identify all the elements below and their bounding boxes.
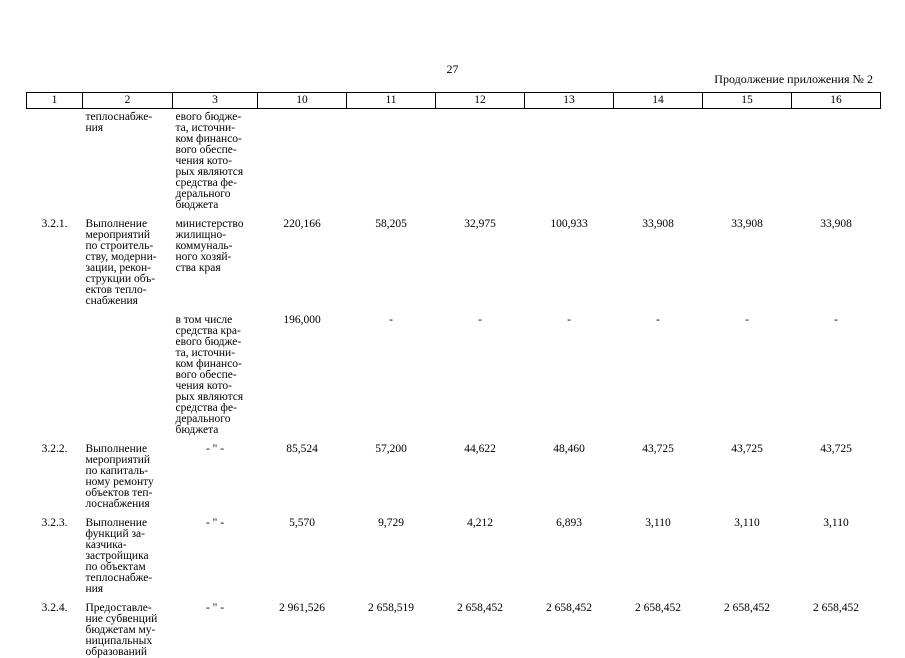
row-value-cell: 33,908 (614, 211, 703, 307)
page-number: 27 (0, 62, 905, 77)
column-header: 3 (173, 93, 258, 109)
row-value-cell: 2 658,452 (792, 595, 881, 658)
row-value-cell (525, 109, 614, 212)
row-value-cell: 33,908 (792, 211, 881, 307)
row-value-cell: 6,893 (525, 510, 614, 595)
row-code-cell: 3.2.4. (27, 595, 83, 658)
column-header: 2 (83, 93, 173, 109)
row-value-cell: - (703, 307, 792, 436)
table-header-row (27, 93, 881, 109)
row-value-cell: - (525, 307, 614, 436)
row-value-cell: 2 658,519 (347, 595, 436, 658)
budget-table (26, 92, 881, 658)
row-value-cell: - (347, 307, 436, 436)
row-value-cell: 2 658,452 (525, 595, 614, 658)
table-row (27, 595, 881, 658)
column-header: 13 (525, 93, 614, 109)
column-header: 1 (27, 93, 83, 109)
row-value-cell: 58,205 (347, 211, 436, 307)
row-value-cell: 57,200 (347, 436, 436, 510)
row-value-cell: - (614, 307, 703, 436)
row-value-cell: 2 658,452 (436, 595, 525, 658)
row-source-cell: - " - (173, 595, 258, 658)
column-header: 14 (614, 93, 703, 109)
column-header: 10 (258, 93, 347, 109)
row-source-cell: - " - (173, 436, 258, 510)
table-row (27, 211, 881, 307)
row-name-cell: Предоставле- ние субвенций бюджетам му- ниципальных образований (83, 595, 173, 658)
row-value-cell: 9,729 (347, 510, 436, 595)
row-value-cell: 85,524 (258, 436, 347, 510)
row-code-cell (27, 307, 83, 436)
table-row (27, 109, 881, 212)
row-value-cell: 3,110 (792, 510, 881, 595)
row-name-cell: Выполнение мероприятий по капиталь- ному ремонту объектов теп- лоснабжения (83, 436, 173, 510)
row-value-cell: 196,000 (258, 307, 347, 436)
row-code-cell: 3.2.1. (27, 211, 83, 307)
row-value-cell: 43,725 (792, 436, 881, 510)
column-header: 12 (436, 93, 525, 109)
row-name-cell: Выполнение функций за- казчика- застройщика по объектам теплоснабже- ния (83, 510, 173, 595)
row-code-cell: 3.2.2. (27, 436, 83, 510)
table-row (27, 510, 881, 595)
column-header: 15 (703, 93, 792, 109)
row-value-cell (703, 109, 792, 212)
row-value-cell: 43,725 (614, 436, 703, 510)
row-value-cell: 48,460 (525, 436, 614, 510)
column-header: 11 (347, 93, 436, 109)
row-value-cell: - (436, 307, 525, 436)
row-value-cell: 5,570 (258, 510, 347, 595)
table-body (27, 109, 881, 658)
table-row (27, 307, 881, 436)
row-source-cell: министерство жилищно- коммуналь- ного хозяй- ства края (173, 211, 258, 307)
row-value-cell (792, 109, 881, 212)
row-value-cell: 3,110 (703, 510, 792, 595)
row-value-cell: 43,725 (703, 436, 792, 510)
row-value-cell: 4,212 (436, 510, 525, 595)
row-code-cell: 3.2.3. (27, 510, 83, 595)
row-value-cell: 2 658,452 (703, 595, 792, 658)
row-value-cell (258, 109, 347, 212)
appendix-continuation-label: Продолжение приложения № 2 (714, 72, 873, 87)
row-value-cell: 32,975 (436, 211, 525, 307)
row-value-cell: 33,908 (703, 211, 792, 307)
row-value-cell (614, 109, 703, 212)
row-value-cell: 3,110 (614, 510, 703, 595)
row-value-cell: 2 658,452 (614, 595, 703, 658)
row-name-cell: теплоснабже- ния (83, 109, 173, 212)
row-value-cell: - (792, 307, 881, 436)
row-source-cell: евого бюдже- та, источни- ком финансо- вого обеспе- чения кото- рых являются средства фе- дерального бюджета (173, 109, 258, 212)
row-name-cell (83, 307, 173, 436)
row-value-cell: 220,166 (258, 211, 347, 307)
table-row (27, 436, 881, 510)
row-source-cell: - " - (173, 510, 258, 595)
row-value-cell: 100,933 (525, 211, 614, 307)
row-value-cell (347, 109, 436, 212)
row-value-cell: 2 961,526 (258, 595, 347, 658)
row-value-cell: 44,622 (436, 436, 525, 510)
row-code-cell (27, 109, 83, 212)
column-header: 16 (792, 93, 881, 109)
row-name-cell: Выполнение мероприятий по строитель- ству, модерни- зации, рекон- струкции объ- ектов тепло- снабжения (83, 211, 173, 307)
row-value-cell (436, 109, 525, 212)
row-source-cell: в том числе средства кра- евого бюдже- та, источни- ком финансо- вого обеспе- чения кото- рых являются средства фе- дерального бюджета (173, 307, 258, 436)
